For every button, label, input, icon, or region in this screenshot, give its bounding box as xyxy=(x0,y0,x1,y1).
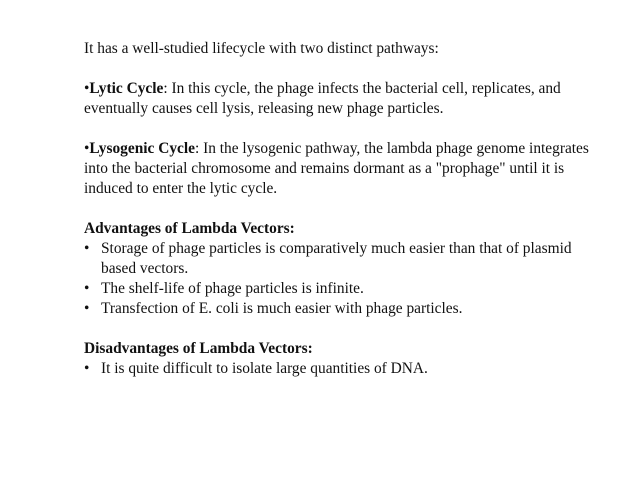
advantages-list xyxy=(84,239,604,319)
list-item-text: Storage of phage particles is comparatively much easier than that of plasmid based vectors. xyxy=(101,240,572,277)
spacer xyxy=(84,199,604,219)
intro-text: It has a well-studied lifecycle with two distinct pathways: xyxy=(84,40,439,57)
spacer xyxy=(84,119,604,139)
bullet-glyph: • xyxy=(84,80,90,97)
lysogenic-cycle-text: : In the lysogenic pathway, the lambda phage genome integrates into the bacterial chromosome and remains dormant as a "prophage" until it is induced to enter the lytic cycle. xyxy=(84,140,589,197)
lysogenic-cycle-term: Lysogenic Cycle xyxy=(89,140,195,157)
bullet-glyph: • xyxy=(84,360,90,377)
bullet-glyph: • xyxy=(84,280,90,297)
list-item xyxy=(84,299,604,319)
lytic-cycle-term: Lytic Cycle xyxy=(89,80,164,97)
list-item-text: It is quite difficult to isolate large quantities of DNA. xyxy=(101,360,428,377)
list-item-text: The shelf-life of phage particles is infinite. xyxy=(101,280,364,297)
disadvantages-list xyxy=(84,359,604,379)
lytic-cycle-text: : In this cycle, the phage infects the bacterial cell, replicates, and eventually causes cell lysis, releasing new phage particles. xyxy=(84,80,561,117)
slide-content xyxy=(84,39,604,379)
list-item-text: Transfection of E. coli is much easier with phage particles. xyxy=(101,300,463,317)
bullet-glyph: • xyxy=(84,300,90,317)
spacer xyxy=(84,59,604,79)
bullet-glyph: • xyxy=(84,240,90,257)
disadvantages-heading: Disadvantages of Lambda Vectors: xyxy=(84,340,313,357)
list-item xyxy=(84,359,604,379)
advantages-heading: Advantages of Lambda Vectors: xyxy=(84,220,295,237)
spacer xyxy=(84,319,604,339)
lytic-cycle-paragraph xyxy=(84,79,604,119)
lysogenic-cycle-paragraph xyxy=(84,139,604,199)
list-item xyxy=(84,239,604,279)
list-item xyxy=(84,279,604,299)
bullet-glyph: • xyxy=(84,140,90,157)
